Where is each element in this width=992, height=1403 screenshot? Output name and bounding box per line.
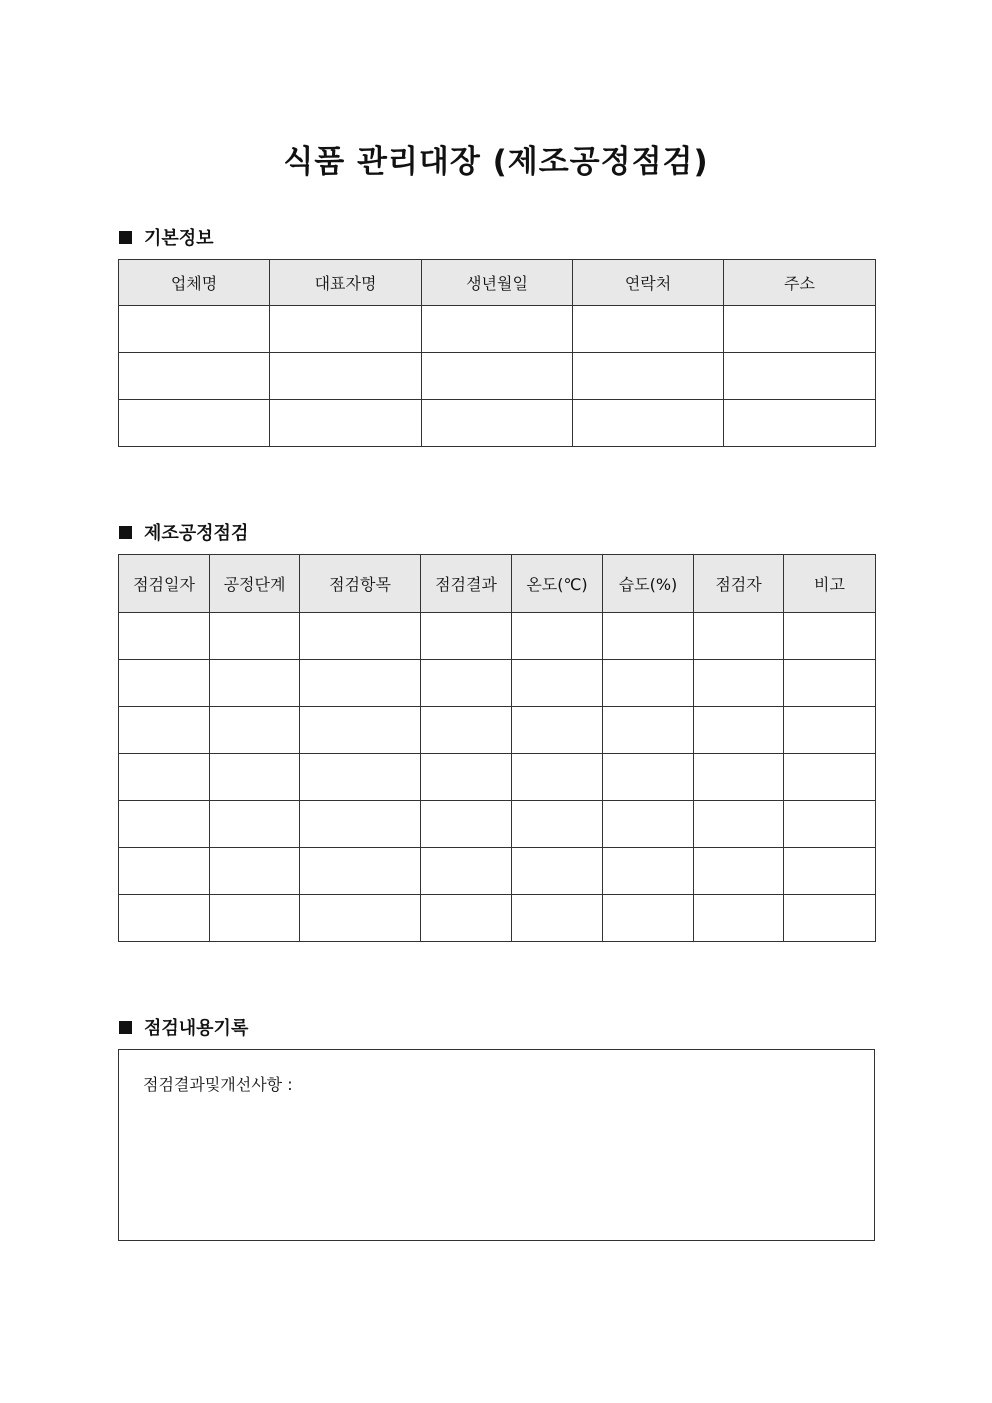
process-check-table — [118, 554, 876, 942]
basic-info-heading — [119, 224, 214, 250]
table-cell[interactable] — [119, 660, 210, 707]
column-header: 업체명 — [119, 260, 270, 306]
table-cell[interactable] — [512, 613, 603, 660]
column-header: 연락처 — [573, 260, 724, 306]
table-cell[interactable] — [573, 400, 724, 447]
table-row — [119, 306, 876, 353]
square-bullet-icon — [119, 526, 132, 539]
table-cell[interactable] — [784, 660, 876, 707]
square-bullet-icon — [119, 231, 132, 244]
table-cell[interactable] — [119, 400, 270, 447]
table-cell[interactable] — [119, 895, 210, 942]
square-bullet-icon — [119, 1021, 132, 1034]
table-cell[interactable] — [694, 895, 784, 942]
table-row — [119, 848, 876, 895]
table-cell[interactable] — [784, 848, 876, 895]
table-cell[interactable] — [784, 801, 876, 848]
table-cell[interactable] — [300, 660, 421, 707]
process-check-heading-label: 제조공정점검 — [144, 523, 249, 544]
table-row — [119, 613, 876, 660]
table-cell[interactable] — [210, 848, 300, 895]
table-cell[interactable] — [300, 707, 421, 754]
table-cell[interactable] — [421, 848, 512, 895]
table-cell[interactable] — [421, 754, 512, 801]
table-cell[interactable] — [603, 660, 694, 707]
table-cell[interactable] — [784, 613, 876, 660]
table-cell[interactable] — [784, 707, 876, 754]
table-cell[interactable] — [512, 895, 603, 942]
table-cell[interactable] — [512, 707, 603, 754]
table-cell[interactable] — [603, 801, 694, 848]
table-row — [119, 707, 876, 754]
column-header: 비고 — [784, 555, 876, 613]
basic-info-table — [118, 259, 876, 447]
column-header: 점검일자 — [119, 555, 210, 613]
column-header: 공정단계 — [210, 555, 300, 613]
table-cell[interactable] — [422, 353, 573, 400]
table-cell[interactable] — [422, 306, 573, 353]
table-cell[interactable] — [603, 707, 694, 754]
table-row — [119, 895, 876, 942]
table-cell[interactable] — [421, 707, 512, 754]
table-row — [119, 660, 876, 707]
column-header: 점검항목 — [300, 555, 421, 613]
table-cell[interactable] — [210, 754, 300, 801]
table-cell[interactable] — [512, 801, 603, 848]
table-row — [119, 400, 876, 447]
table-cell[interactable] — [300, 848, 421, 895]
record-label: 점검결과및개선사항 : — [143, 1075, 293, 1094]
table-header-row — [119, 260, 876, 306]
table-cell[interactable] — [694, 754, 784, 801]
table-cell[interactable] — [603, 754, 694, 801]
column-header: 점검자 — [694, 555, 784, 613]
table-cell[interactable] — [300, 895, 421, 942]
table-cell[interactable] — [270, 353, 422, 400]
table-cell[interactable] — [512, 660, 603, 707]
table-cell[interactable] — [119, 801, 210, 848]
table-cell[interactable] — [603, 895, 694, 942]
record-heading-label: 점검내용기록 — [144, 1018, 249, 1039]
table-cell[interactable] — [422, 400, 573, 447]
table-row — [119, 801, 876, 848]
table-cell[interactable] — [694, 660, 784, 707]
table-cell[interactable] — [270, 400, 422, 447]
table-cell[interactable] — [573, 306, 724, 353]
table-cell[interactable] — [573, 353, 724, 400]
table-cell[interactable] — [512, 848, 603, 895]
record-input-area[interactable] — [118, 1049, 875, 1241]
table-cell[interactable] — [300, 754, 421, 801]
table-cell[interactable] — [784, 754, 876, 801]
table-cell[interactable] — [119, 848, 210, 895]
table-cell[interactable] — [724, 306, 876, 353]
table-cell[interactable] — [694, 707, 784, 754]
table-cell[interactable] — [210, 801, 300, 848]
table-cell[interactable] — [210, 613, 300, 660]
table-cell[interactable] — [512, 754, 603, 801]
table-cell[interactable] — [210, 660, 300, 707]
table-cell[interactable] — [300, 801, 421, 848]
table-header-row — [119, 555, 876, 613]
table-cell[interactable] — [603, 848, 694, 895]
table-cell[interactable] — [694, 848, 784, 895]
process-check-heading — [119, 519, 248, 545]
table-cell[interactable] — [119, 353, 270, 400]
column-header: 점검결과 — [421, 555, 512, 613]
table-row — [119, 754, 876, 801]
table-row — [119, 353, 876, 400]
table-cell[interactable] — [784, 895, 876, 942]
table-cell[interactable] — [421, 801, 512, 848]
table-cell[interactable] — [724, 400, 876, 447]
table-cell[interactable] — [421, 613, 512, 660]
page-title: 식품 관리대장 (제조공정점검) — [283, 144, 709, 180]
column-header: 습도(%) — [603, 555, 694, 613]
table-cell[interactable] — [421, 660, 512, 707]
column-header: 생년월일 — [422, 260, 573, 306]
table-cell[interactable] — [119, 754, 210, 801]
column-header: 온도(℃) — [512, 555, 603, 613]
table-cell[interactable] — [724, 353, 876, 400]
table-cell[interactable] — [210, 895, 300, 942]
table-cell[interactable] — [694, 613, 784, 660]
column-header: 주소 — [724, 260, 876, 306]
column-header: 대표자명 — [270, 260, 422, 306]
table-cell[interactable] — [119, 613, 210, 660]
record-heading — [119, 1014, 248, 1040]
table-cell[interactable] — [119, 306, 270, 353]
table-cell[interactable] — [270, 306, 422, 353]
table-cell[interactable] — [421, 895, 512, 942]
table-cell[interactable] — [694, 801, 784, 848]
table-cell[interactable] — [119, 707, 210, 754]
table-cell[interactable] — [300, 613, 421, 660]
table-cell[interactable] — [210, 707, 300, 754]
basic-info-heading-label: 기본정보 — [144, 228, 214, 249]
table-cell[interactable] — [603, 613, 694, 660]
